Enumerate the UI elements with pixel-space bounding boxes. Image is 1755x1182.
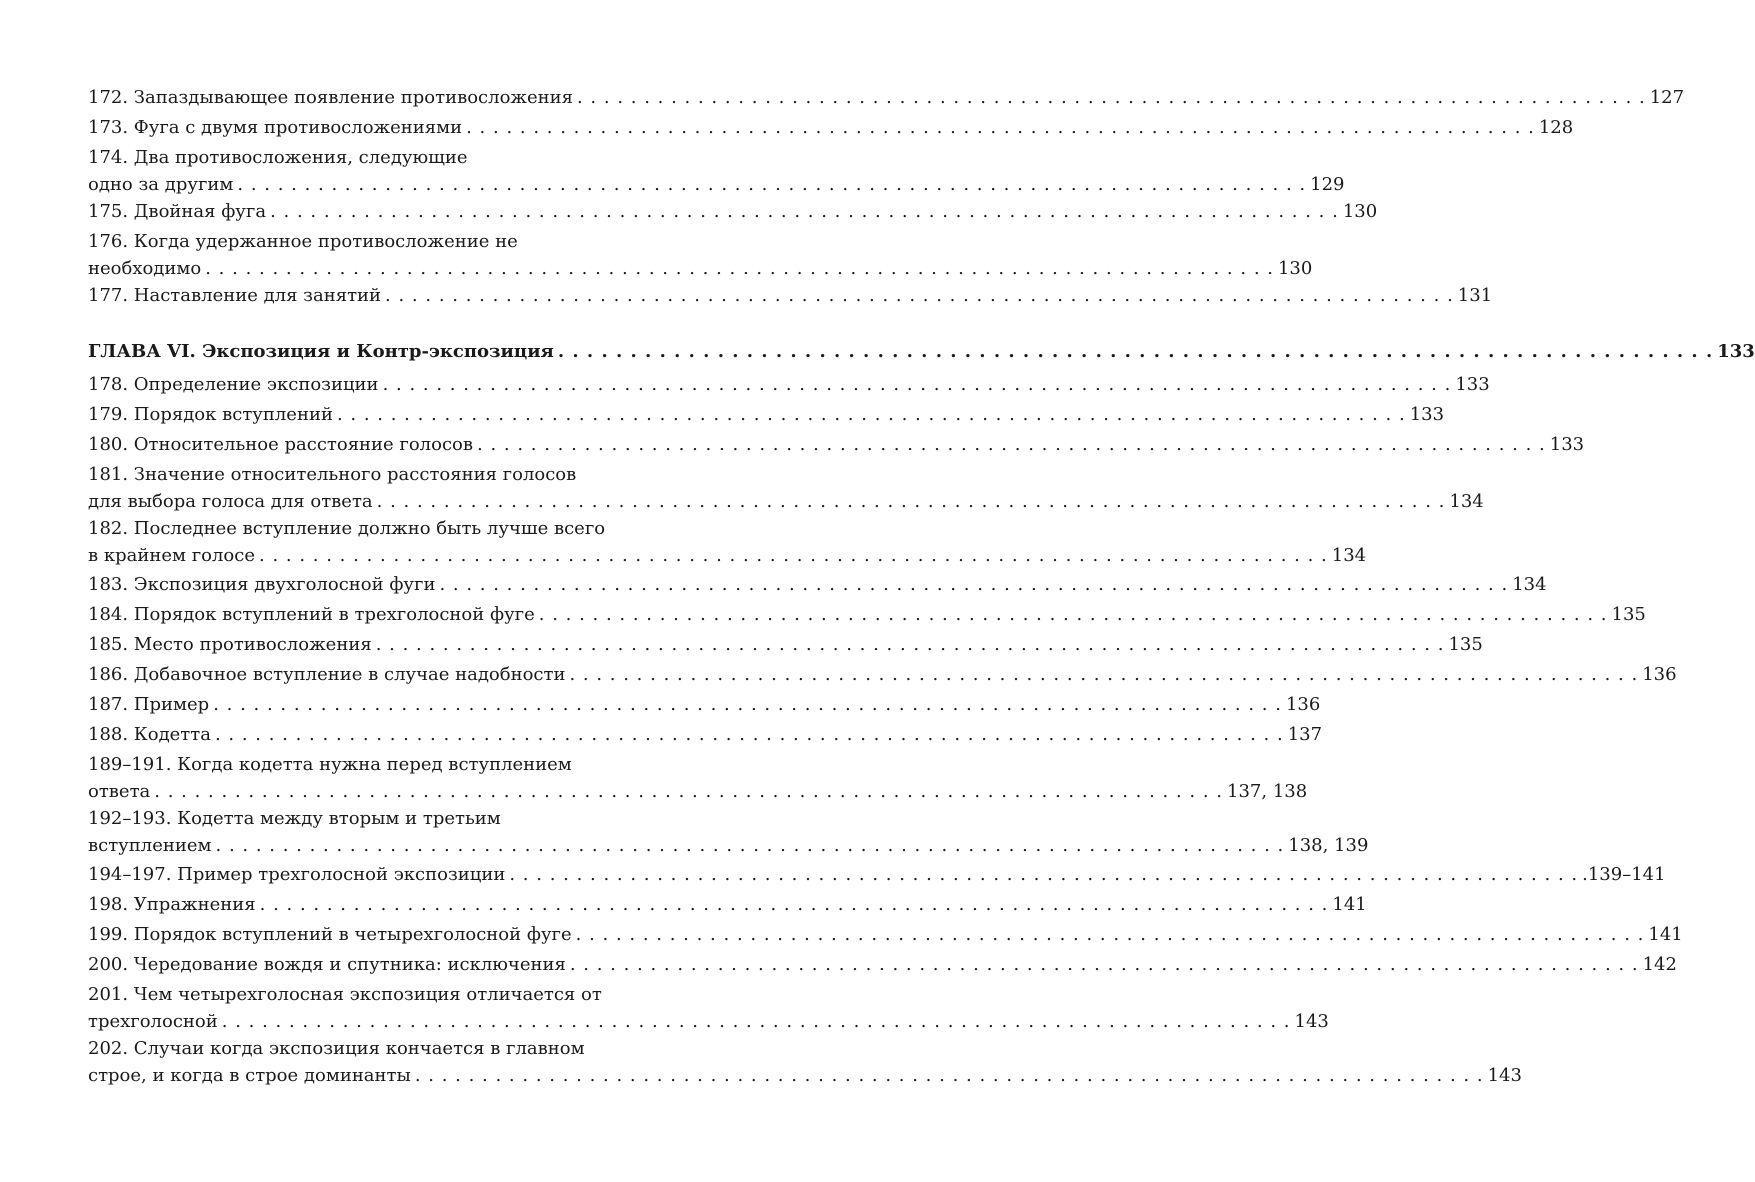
toc-entry-title: для выбора голоса для ответа [88, 491, 373, 512]
dot-leader: . . . . . . . . . . . . . . . . . . . . . . . . . . . . . . . . . . . . . . . . . . . . . . . . . . . . . . . . . . . . . . . . . . . . . . . . . . . . . . . . [414, 1065, 1484, 1086]
toc-entry-title-line1: 176. Когда удержанное противосложение не [88, 231, 518, 252]
toc-page-number: 134 [1449, 491, 1484, 512]
toc-entry-188 [88, 721, 1323, 748]
toc-entry-177 [88, 282, 1493, 309]
toc-page-number: 137, 138 [1227, 781, 1308, 802]
toc-entry-184 [88, 601, 1646, 628]
dot-leader: . . . . . . . . . . . . . . . . . . . . . . . . . . . . . . . . . . . . . . . . . . . . . . . . . . . . . . . . . . . . . . . . . . . . . . . . . . . . . . . . [215, 835, 1285, 856]
dot-leader: . . . . . . . . . . . . . . . . . . . . . . . . . . . . . . . . . . . . . . . . . . . . . . . . . . . . . . . . . . . . . . . . . . . . . . . . . . . . . . . . [259, 894, 1329, 915]
toc-entry-title: 200. Чередование вождя и спутника: исключения [88, 954, 566, 975]
toc-page-number: 131 [1457, 285, 1493, 306]
dot-leader: . . . . . . . . . . . . . . . . . . . . . . . . . . . . . . . . . . . . . . . . . . . . . . . . . . . . . . . . . . . . . . . . . . . . . . . . . . . . . . . . [213, 694, 1282, 715]
dot-leader: . . . . . . . . . . . . . . . . . . . . . . . . . . . . . . . . . . . . . . . . . . . . . . . . . . . . . . . . . . . . . . . . . . . . . . . . . . . . . . . . [385, 285, 1454, 306]
toc-entry-title: 172. Запаздывающее появление противосложения [88, 87, 573, 108]
toc-entry-title: 188. Кодетта [88, 724, 211, 745]
toc-page-number: 127 [1649, 87, 1685, 108]
toc-entry-title: 183. Экспозиция двухголосной фуги [88, 574, 436, 595]
dot-leader: . . . . . . . . . . . . . . . . . . . . . . . . . . . . . . . . . . . . . . . . . . . . . . . . . . . . . . . . . . . . . . . . . . . . . . . . . . . . . . . . [466, 117, 1535, 138]
toc-entry-192-193 [88, 805, 1369, 859]
toc-entry-title: 173. Фуга с двумя противосложениями [88, 117, 463, 138]
toc-page-number: 137 [1287, 724, 1323, 745]
toc-entry-182 [88, 515, 1367, 569]
toc-entry-title: 194–197. Пример трехголосной экспозиции [88, 864, 506, 885]
toc-page-number: 133 [1409, 404, 1445, 425]
toc-entry-title: 178. Определение экспозиции [88, 374, 379, 395]
toc-page-number: 141 [1332, 894, 1367, 915]
toc-entry-186 [88, 661, 1677, 688]
toc-page-number: 143 [1487, 1065, 1522, 1086]
dot-leader: . . . . . . . . . . . . . . . . . . . . . . . . . . . . . . . . . . . . . . . . . . . . . . . . . . . . . . . . . . . . . . . . . . . . . . . . . . . . . . . . [509, 864, 1579, 885]
toc-entry-title-line1: 192–193. Кодетта между вторым и третьим [88, 808, 501, 829]
toc-entry-173 [88, 114, 1574, 141]
toc-page-number: 133 [1455, 374, 1490, 395]
toc-entry-title: в крайнем голосе [88, 545, 256, 566]
toc-page-number: .139–141 [1582, 864, 1666, 885]
toc-page-number: 138, 139 [1288, 835, 1369, 856]
dot-leader: . . . . . . . . . . . . . . . . . . . . . . . . . . . . . . . . . . . . . . . . . . . . . . . . . . . . . . . . . . . . . . . . . . . . . . . . . . . . . . . . [376, 491, 1446, 512]
toc-entry-172 [88, 84, 1685, 111]
toc-entry-194-197 [88, 861, 1666, 888]
toc-entry-181 [88, 461, 1484, 515]
toc-entry-title: 177. Наставление для занятий [88, 285, 382, 306]
dot-leader: . . . . . . . . . . . . . . . . . . . . . . . . . . . . . . . . . . . . . . . . . . . . . . . . . . . . . . . . . . . . . . . . . . . . . . . . . . . . . . . . [214, 724, 1284, 745]
toc-page-number: 133 [1549, 434, 1585, 455]
toc-page-number: 135 [1611, 604, 1646, 625]
dot-leader: . . . . . . . . . . . . . . . . . . . . . . . . . . . . . . . . . . . . . . . . . . . . . . . . . . . . . . . . . . . . . . . . . . . . . . . . . . . . . . . . [336, 404, 1406, 425]
dot-leader: . . . . . . . . . . . . . . . . . . . . . . . . . . . . . . . . . . . . . . . . . . . . . . . . . . . . . . . . . . . . . . . . . . . . . . . . . . . . . . . . [538, 604, 1608, 625]
toc-entry-202 [88, 1035, 1522, 1089]
toc-entry-187 [88, 691, 1321, 718]
toc-entry-183 [88, 571, 1547, 598]
dot-leader: . . . . . . . . . . . . . . . . . . . . . . . . . . . . . . . . . . . . . . . . . . . . . . . . . . . . . . . . . . . . . . . . . . . . . . . . . . . . . . . . [382, 374, 1452, 395]
toc-page-number: 136 [1285, 694, 1321, 715]
toc-page-number: 134 [1512, 574, 1547, 595]
toc-entry-189-191 [88, 751, 1308, 805]
toc-chapter-heading [88, 338, 1755, 365]
dot-leader: . . . . . . . . . . . . . . . . . . . . . . . . . . . . . . . . . . . . . . . . . . . . . . . . . . . . . . . . . . . . . . . . . . . . . . . . . . . . . . . . [575, 924, 1645, 945]
dot-leader: . . . . . . . . . . . . . . . . . . . . . . . . . . . . . . . . . . . . . . . . . . . . . . . . . . . . . . . . . . . . . . . . . . . . . . . . . . . . . . . . [375, 634, 1445, 655]
toc-entry-title-line1: 202. Случаи когда экспозиция кончается в главном [88, 1038, 585, 1059]
toc-page-number: 133 [1717, 341, 1755, 362]
dot-leader: . . . . . . . . . . . . . . . . . . . . . . . . . . . . . . . . . . . . . . . . . . . . . . . . . . . . . . . . . . . . . . . . . . . . . . . . . . . . . . . . [439, 574, 1509, 595]
toc-entry-title: 186. Добавочное вступление в случае надобности [88, 664, 566, 685]
toc-entry-title: необходимо [88, 258, 202, 279]
dot-leader: . . . . . . . . . . . . . . . . . . . . . . . . . . . . . . . . . . . . . . . . . . . . . . . . . . . . . . . . . . . . . . . . . . . . . . . . . . . . . . . . [569, 954, 1639, 975]
toc-page-number: 135 [1448, 634, 1483, 655]
toc-entry-title: ответа [88, 781, 151, 802]
toc-page-number: 136 [1642, 664, 1677, 685]
dot-leader: . . . . . . . . . . . . . . . . . . . . . . . . . . . . . . . . . . . . . . . . . . . . . . . . . . . . . . . . . . . . . . . . . . . . . . . . . . . . . . . . [259, 545, 1328, 566]
toc-entry-title: строе, и когда в строе доминанты [88, 1065, 411, 1086]
toc-entry-title: трехголосной [88, 1011, 218, 1032]
toc-entry-180 [88, 431, 1585, 458]
toc-page-number: 142 [1642, 954, 1677, 975]
toc-entry-title: 199. Порядок вступлений в четырехголосной фуге [88, 924, 572, 945]
toc-entry-title: вступлением [88, 835, 212, 856]
toc-entry-178 [88, 371, 1490, 398]
toc-entry-title: 184. Порядок вступлений в трехголосной фуге [88, 604, 535, 625]
toc-entry-199 [88, 921, 1683, 948]
toc-entry-176 [88, 228, 1313, 282]
toc-page-number: 128 [1538, 117, 1574, 138]
toc-entry-title: 179. Порядок вступлений [88, 404, 333, 425]
toc-entry-198 [88, 891, 1367, 918]
toc-entry-title-line1: 182. Последнее вступление должно быть лучше всего [88, 518, 606, 539]
dot-leader: . . . . . . . . . . . . . . . . . . . . . . . . . . . . . . . . . . . . . . . . . . . . . . . . . . . . . . . . . . . . . . . . . . . . . . . . . . . . . . . . [237, 174, 1307, 195]
dot-leader: . . . . . . . . . . . . . . . . . . . . . . . . . . . . . . . . . . . . . . . . . . . . . . . . . . . . . . . . . . . . . . . . . . . . . . . . . . . . . . . . [205, 258, 1274, 279]
toc-page-number: 143 [1294, 1011, 1329, 1032]
dot-leader: . . . . . . . . . . . . . . . . . . . . . . . . . . . . . . . . . . . . . . . . . . . . . . . . . . . . . . . . . . . . . . . . . . . . . . . . . . . . . . . . [569, 664, 1639, 685]
toc-entry-title: 187. Пример [88, 694, 210, 715]
toc-entry-title: 180. Относительное расстояние голосов [88, 434, 474, 455]
toc-entry-201 [88, 981, 1329, 1035]
dot-leader: . . . . . . . . . . . . . . . . . . . . . . . . . . . . . . . . . . . . . . . . . . . . . . . . . . . . . . . . . . . . . . . . . . . . . . . . . . . . . . . . [477, 434, 1546, 455]
chapter-title: ГЛАВА VI. Экспозиция и Контр-экспозиция [88, 341, 554, 362]
toc-entry-title-line1: 189–191. Когда кодетта нужна перед вступлением [88, 754, 572, 775]
toc-page-number: 129 [1310, 174, 1345, 195]
toc-entry-185 [88, 631, 1483, 658]
toc-entry-title-line1: 174. Два противосложения, следующие [88, 147, 468, 168]
toc-entry-200 [88, 951, 1677, 978]
toc-page-number: 130 [1342, 201, 1378, 222]
toc-page-number: 134 [1331, 545, 1367, 566]
dot-leader: . . . . . . . . . . . . . . . . . . . . . . . . . . . . . . . . . . . . . . . . . . . . . . . . . . . . . . . . . . . . . . . . . . . . . . . . . . . . . . . . [576, 87, 1646, 108]
dot-leader: . . . . . . . . . . . . . . . . . . . . . . . . . . . . . . . . . . . . . . . . . . . . . . . . . . . . . . . . . . . . . . . . . . . . . . . . . . . . . . . . [154, 781, 1224, 802]
toc-entry-title: 185. Место противосложения [88, 634, 372, 655]
toc-entry-title: 175. Двойная фуга [88, 201, 267, 222]
toc-entry-title: одно за другим [88, 174, 234, 195]
dot-leader: . . . . . . . . . . . . . . . . . . . . . . . . . . . . . . . . . . . . . . . . . . . . . . . . . . . . . . . . . . . . . . . . . . . . . . . . . . . . . . . . [557, 341, 1714, 362]
toc-entry-title: 198. Упражнения [88, 894, 256, 915]
toc-entry-175 [88, 198, 1378, 225]
toc-entry-title-line1: 201. Чем четырехголосная экспозиция отличается от [88, 984, 602, 1005]
dot-leader: . . . . . . . . . . . . . . . . . . . . . . . . . . . . . . . . . . . . . . . . . . . . . . . . . . . . . . . . . . . . . . . . . . . . . . . . . . . . . . . . [270, 201, 1339, 222]
toc-entry-174 [88, 144, 1345, 198]
toc-page-number: 141 [1648, 924, 1683, 945]
toc-page-number: 130 [1277, 258, 1313, 279]
toc-entry-title-line1: 181. Значение относительного расстояния голосов [88, 464, 577, 485]
toc-entry-179 [88, 401, 1445, 428]
dot-leader: . . . . . . . . . . . . . . . . . . . . . . . . . . . . . . . . . . . . . . . . . . . . . . . . . . . . . . . . . . . . . . . . . . . . . . . . . . . . . . . . [221, 1011, 1291, 1032]
